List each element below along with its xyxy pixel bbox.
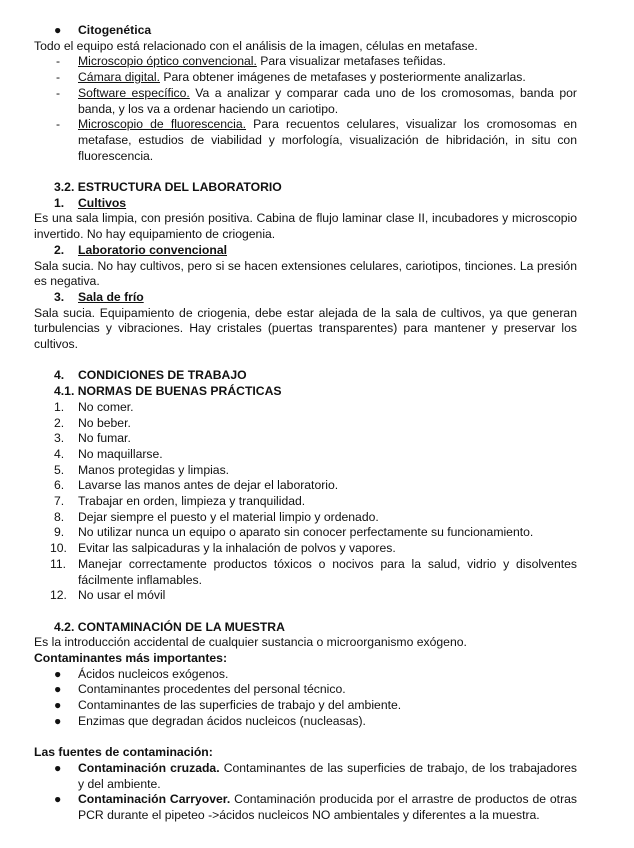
- norm-number: 3.: [54, 431, 65, 446]
- dash-icon: -: [56, 117, 61, 132]
- sources-label: Las fuentes de contaminación:: [34, 745, 213, 760]
- citogenetica-intro: Todo el equipo está relacionado con el análisis de la imagen, células en metafase.: [34, 38, 478, 53]
- contaminacion-intro: Es la introducción accidental de cualquier sustancia o microorganismo exógeno.: [34, 635, 467, 650]
- bullet-icon: ●: [54, 760, 62, 775]
- bullet-icon: ●: [54, 698, 62, 713]
- equipment-item: [34, 86, 577, 117]
- source-item: [34, 761, 577, 792]
- dash-icon: -: [56, 70, 61, 85]
- norm-text: Lavarse las manos antes de dejar el laboratorio.: [78, 478, 339, 493]
- norm-text: No usar el móvil: [78, 588, 166, 603]
- norm-text: No maquillarse.: [78, 446, 163, 461]
- bullet-icon: ●: [54, 713, 62, 728]
- norm-text: No fumar.: [78, 431, 131, 446]
- source-text: Contaminantes de las superficies de trabajo, de los trabajadores y del ambiente.: [78, 760, 578, 791]
- section-number: 4.: [54, 368, 65, 383]
- contaminant-item: [34, 682, 577, 698]
- equipment-name: Cámara digital.: [78, 70, 160, 85]
- contaminant-text: Contaminantes procedentes del personal técnico.: [78, 682, 346, 697]
- section-heading: [34, 243, 577, 259]
- bullet-icon: ●: [54, 666, 62, 681]
- contaminant-item: [34, 698, 577, 714]
- dash-icon: -: [56, 85, 61, 100]
- norm-text: Evitar las salpicaduras y la inhalación de polvos y vapores.: [78, 541, 396, 556]
- section-text: Sala sucia. Equipamiento de criogenia, debe estar alejada de la sala de cultivos, ya que generan turbulencias y vibraciones. Hay cristales (puertas transparentes) para mantener y preservar los cultivos.: [34, 305, 577, 352]
- section-heading: [34, 196, 577, 212]
- norm-item: [34, 494, 577, 510]
- estructura-heading: 3.2. ESTRUCTURA DEL LABORATORIO: [54, 180, 282, 195]
- norm-text: Manejar correctamente productos tóxicos o nocivos para la salud, vidrio y disolventes fácilmente inflamables.: [78, 556, 577, 587]
- norm-number: 9.: [54, 525, 65, 540]
- norm-item: [34, 588, 577, 604]
- section-title: Laboratorio convencional: [78, 242, 227, 257]
- equipment-item: [34, 54, 577, 70]
- equipment-desc: Para obtener imágenes de metafases y posteriormente analizarlas.: [159, 70, 526, 85]
- equipment-item: [34, 117, 577, 164]
- contaminant-text: Enzimas que degradan ácidos nucleicos (nucleasas).: [78, 713, 366, 728]
- norm-number: 6.: [54, 478, 65, 493]
- norm-item: [34, 510, 577, 526]
- equipment-name: Microscopio de fluorescencia.: [78, 117, 247, 132]
- source-item: [34, 792, 577, 823]
- equipment-desc: Va a analizar y comparar cada uno de los cromosomas, banda por banda, y los va a ordenar haciendo un cariotipo.: [78, 85, 577, 116]
- norm-text: Trabajar en orden, limpieza y tranquilidad.: [78, 494, 306, 509]
- normas-heading: 4.1. NORMAS DE BUENAS PRÁCTICAS: [54, 384, 282, 399]
- norm-item: [34, 400, 577, 416]
- norm-text: Dejar siempre el puesto y el material limpio y ordenado.: [78, 509, 379, 524]
- contaminant-text: Ácidos nucleicos exógenos.: [78, 666, 229, 681]
- section-heading: [34, 290, 577, 306]
- source-text: Contaminación producida por el arrastre de productos de otras PCR durante el pipeteo ->ácidos nucleicos NO ambientales y diferentes a la muestra.: [78, 792, 577, 823]
- equipment-desc: Para visualizar metafases teñidas.: [256, 54, 446, 69]
- norm-item: [34, 431, 577, 447]
- bullet-icon: ●: [54, 23, 62, 37]
- norm-text: No beber.: [78, 415, 131, 430]
- dash-icon: -: [56, 54, 61, 69]
- contaminant-item: [34, 667, 577, 683]
- norm-item: [34, 525, 577, 541]
- equipment-item: [34, 70, 577, 86]
- contaminacion-heading: 4.2. CONTAMINACIÓN DE LA MUESTRA: [54, 619, 285, 634]
- equipment-name: Software específico.: [78, 85, 190, 100]
- norm-text: Manos protegidas y limpias.: [78, 462, 230, 477]
- norm-text: No utilizar nunca un equipo o aparato sin conocer perfectamente su funcionamiento.: [78, 525, 534, 540]
- section-title: Cultivos: [78, 195, 127, 210]
- norm-number: 2.: [54, 415, 65, 430]
- section-number: 3.: [54, 289, 65, 304]
- norm-item: [34, 447, 577, 463]
- norm-number: 8.: [54, 509, 65, 524]
- norm-item: [34, 541, 577, 557]
- section-title: Sala de frío: [78, 289, 144, 304]
- norm-item: [34, 463, 577, 479]
- citogenetica-heading: [34, 23, 577, 39]
- norm-number: 12.: [50, 588, 67, 603]
- bullet-icon: ●: [54, 682, 62, 697]
- source-term: Contaminación Carryover.: [78, 792, 231, 807]
- source-term: Contaminación cruzada.: [78, 760, 220, 775]
- norm-number: 1.: [54, 399, 65, 414]
- norm-item: [34, 416, 577, 432]
- norm-number: 11.: [50, 556, 67, 571]
- norm-item: [34, 478, 577, 494]
- equipment-desc: Para recuentos celulares, visualizar los cromosomas en metafase, estudios de viabilidad y morfología, visualización de hibridación, in situ con fluorescencia.: [78, 117, 578, 163]
- norm-number: 7.: [54, 494, 65, 509]
- section-number: 1.: [54, 195, 65, 210]
- norm-number: 4.: [54, 446, 65, 461]
- contaminants-label: Contaminantes más importantes:: [34, 651, 228, 666]
- norm-number: 10.: [50, 541, 67, 556]
- condiciones-title: CONDICIONES DE TRABAJO: [78, 368, 247, 383]
- section-text: Es una sala limpia, con presión positiva. Cabina de flujo laminar clase II, incubadores y microscopio invertido. No hay equipamiento de criogenia.: [34, 211, 577, 242]
- document-page: [34, 23, 577, 824]
- citogenetica-title: Citogenética: [78, 23, 152, 37]
- contaminant-item: [34, 714, 577, 730]
- contaminant-text: Contaminantes de las superficies de trabajo y del ambiente.: [78, 698, 402, 713]
- norm-text: No comer.: [78, 399, 134, 414]
- norm-item: [34, 557, 577, 588]
- norm-number: 5.: [54, 462, 65, 477]
- condiciones-heading: [34, 368, 577, 384]
- section-text: Sala sucia. No hay cultivos, pero si se hacen extensiones celulares, cariotipos, tinciones. La presión es negativa.: [34, 258, 577, 289]
- equipment-name: Microscopio óptico convencional.: [78, 54, 257, 69]
- section-number: 2.: [54, 242, 65, 257]
- bullet-icon: ●: [54, 792, 62, 807]
